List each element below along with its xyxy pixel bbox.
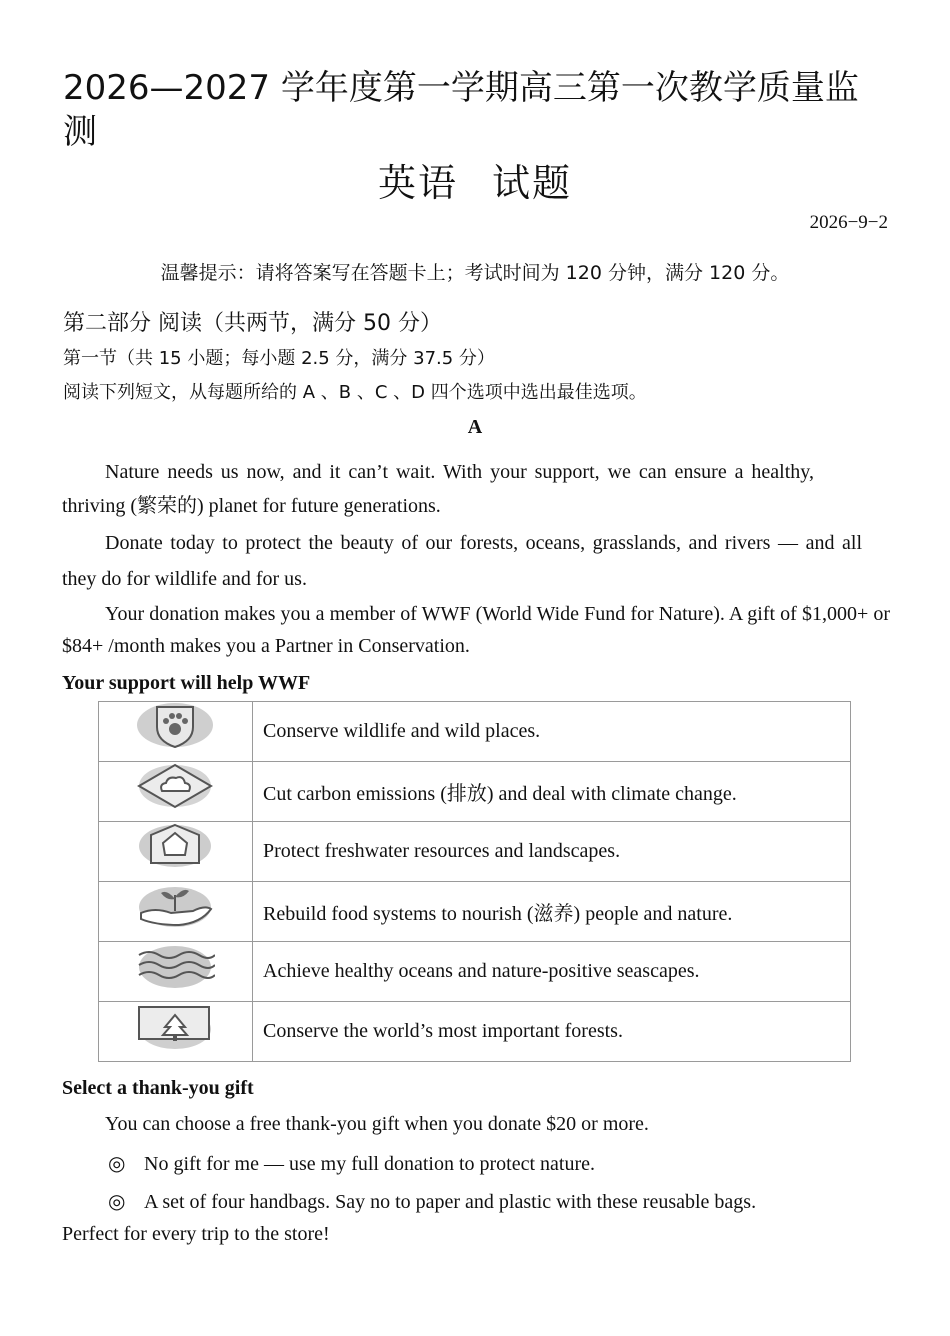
- gift-option-1: ◎ No gift for me — use my full donation to protect nature.: [108, 1153, 596, 1175]
- support-item-text: Achieve healthy oceans and nature-positive seascapes.: [253, 942, 851, 1002]
- gift-option-2-continued: Perfect for every trip to the store!: [62, 1223, 330, 1245]
- support-item-text: Rebuild food systems to nourish (滋养) people and nature.: [253, 882, 851, 942]
- cloud-diamond-icon: [135, 763, 215, 809]
- hand-sprout-icon: [135, 883, 215, 929]
- passage-letter: A: [467, 416, 483, 438]
- waves-icon: [135, 943, 215, 989]
- support-item-text: Conserve the world’s most important forests.: [253, 1002, 851, 1062]
- paragraph-3: Your donation makes you a member of WWF (World Wide Fund for Nature). A gift of $1,000+ or $84+ /month makes you a Partner in Conservation.: [62, 603, 890, 657]
- table-row: [99, 702, 851, 762]
- support-item-text: Cut carbon emissions (排放) and deal with climate change.: [253, 762, 851, 822]
- tree-frame-icon: [135, 1003, 215, 1049]
- exam-title: 2026—2027 学年度第一学期高三第一次教学质量监测: [63, 68, 859, 152]
- table-row: [99, 882, 851, 942]
- part-title: 第二部分 阅读（共两节，满分 50 分）: [63, 311, 442, 336]
- bullet-symbol: ◎: [108, 1153, 126, 1175]
- exam-date: 2026−9−2: [809, 212, 888, 233]
- gift-heading: Select a thank-you gift: [62, 1077, 254, 1099]
- table-row: [99, 762, 851, 822]
- exam-tip: 温馨提示：请将答案写在答题卡上；考试时间为 120 分钟，满分 120 分。: [160, 262, 790, 284]
- water-drop-hexagon-icon: [135, 823, 215, 869]
- paragraph-2: Donate today to protect the beauty of our forests, oceans, grasslands, and rivers — and all they do for wildlife and for us.: [62, 532, 862, 590]
- gift-intro: You can choose a free thank-you gift when you donate $20 or more.: [105, 1113, 649, 1135]
- subject-heading: [0, 152, 950, 207]
- support-item-text: Protect freshwater resources and landscapes.: [253, 822, 851, 882]
- subject-kind: 试题: [492, 161, 573, 205]
- support-heading: Your support will help WWF: [62, 672, 311, 694]
- support-table: [98, 701, 851, 1062]
- support-item-text: Conserve wildlife and wild places.: [253, 702, 851, 762]
- subject-name: 英语: [377, 161, 458, 205]
- bullet-symbol: ◎: [108, 1191, 126, 1213]
- section-title: 第一节（共 15 小题；每小题 2.5 分，满分 37.5 分）: [63, 348, 495, 369]
- paragraph-1: Nature needs us now, and it can’t wait. With your support, we can ensure a healthy, thriving (繁荣的) planet for future generations.: [62, 461, 814, 517]
- table-row: [99, 822, 851, 882]
- instruction: 阅读下列短文，从每题所给的 A 、B 、C 、D 四个选项中选出最佳选项。: [63, 382, 647, 403]
- table-row: [99, 1002, 851, 1062]
- gift-option-2: ◎ A set of four handbags. Say no to paper and plastic with these reusable bags.: [108, 1191, 757, 1213]
- paw-shield-icon: [135, 703, 215, 749]
- table-row: [99, 942, 851, 1002]
